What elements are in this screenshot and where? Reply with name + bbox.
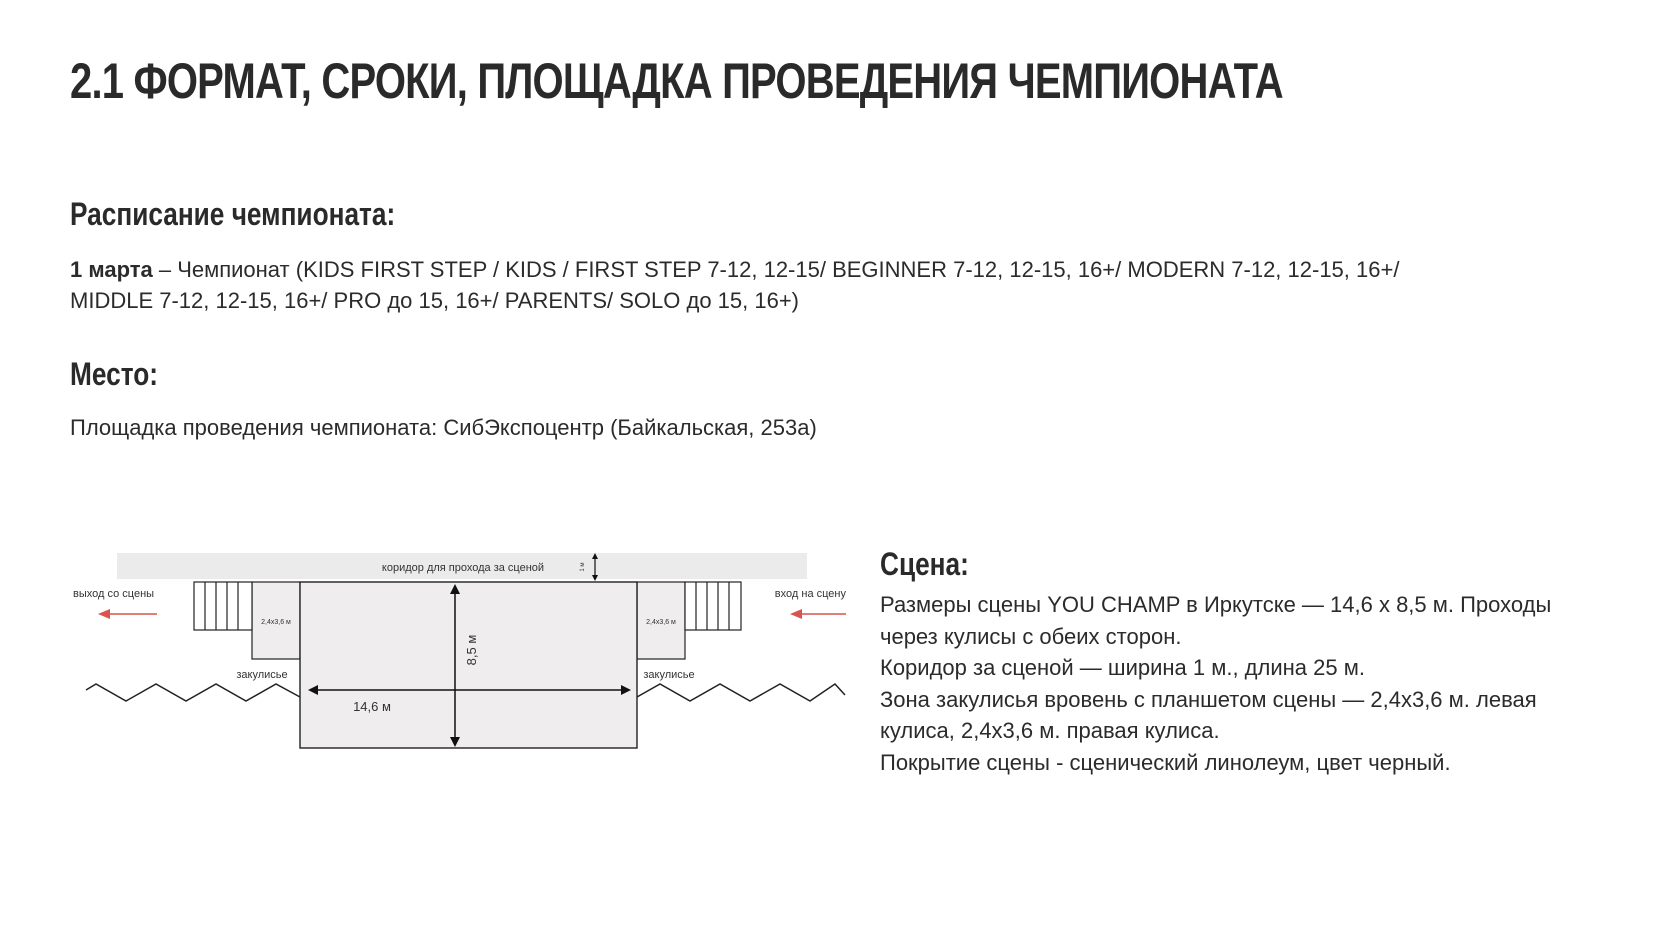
corridor-label: коридор для прохода за сценой bbox=[381, 562, 545, 574]
schedule-line-2: MIDDLE 7-12, 12-15, 16+/ PRO до 15, 16+/ PARENTS/ SOLO до 15, 16+) bbox=[70, 288, 800, 313]
scene-line: кулиса, 2,4х3,6 м. правая кулиса. bbox=[880, 718, 1220, 743]
corridor-dim-label: 1 м bbox=[580, 562, 586, 572]
wing-left-size: 2,4х3,6 м bbox=[261, 619, 291, 626]
entry-label: вход на сцену bbox=[774, 588, 846, 600]
depth-label: 8,5 м bbox=[464, 634, 479, 666]
place-heading: Место: bbox=[70, 356, 158, 392]
scene-line: Коридор за сценой — ширина 1 м., длина 25 м. bbox=[880, 655, 1365, 680]
schedule-heading: Расписание чемпионата: bbox=[70, 196, 396, 232]
scene-line: Зона закулисья вровень с планшетом сцены — 2,4х3,6 м. левая bbox=[880, 686, 1537, 712]
place-text: Площадка проведения чемпионата: СибЭкспоцентр (Байкальская, 253а) bbox=[70, 415, 817, 440]
scene-line: через кулисы с обеих сторон. bbox=[880, 623, 1182, 649]
scene-line: Размеры сцены YOU CHAMP в Иркутске — 14,6 х 8,5 м. Проходы bbox=[880, 592, 1552, 617]
page-title: 2.1 ФОРМАТ, СРОКИ, ПЛОЩАДКА ПРОВЕДЕНИЯ ЧЕМПИОНАТА bbox=[70, 53, 1283, 109]
backstage-right-label: закулисье bbox=[643, 669, 695, 681]
stairs-right bbox=[685, 582, 741, 630]
zigzag-right bbox=[637, 684, 845, 701]
stairs-left bbox=[194, 582, 252, 630]
schedule-line-1: – Чемпионат (KIDS FIRST STEP / KIDS / FIRST STEP 7-12, 12-15/ BEGINNER 7-12, 12-15, 16+/ MODERN 7-12, 12-15, 16+/ bbox=[152, 257, 1400, 282]
wing-right-size: 2,4х3,6 м bbox=[646, 619, 676, 626]
entry-arrow-icon bbox=[790, 609, 846, 619]
scene-heading: Сцена: bbox=[880, 546, 969, 582]
schedule-date: 1 марта bbox=[70, 257, 153, 282]
width-label: 14,6 м bbox=[353, 699, 391, 714]
backstage-left-label: закулисье bbox=[236, 669, 288, 681]
exit-label: выход со сцены bbox=[73, 588, 155, 600]
zigzag-left bbox=[86, 684, 300, 701]
scene-block bbox=[880, 546, 1640, 778]
scene-line: Покрытие сцены - сценический линолеум, цвет черный. bbox=[880, 749, 1451, 775]
scene-description bbox=[880, 589, 1640, 778]
exit-arrow-icon bbox=[98, 609, 157, 619]
